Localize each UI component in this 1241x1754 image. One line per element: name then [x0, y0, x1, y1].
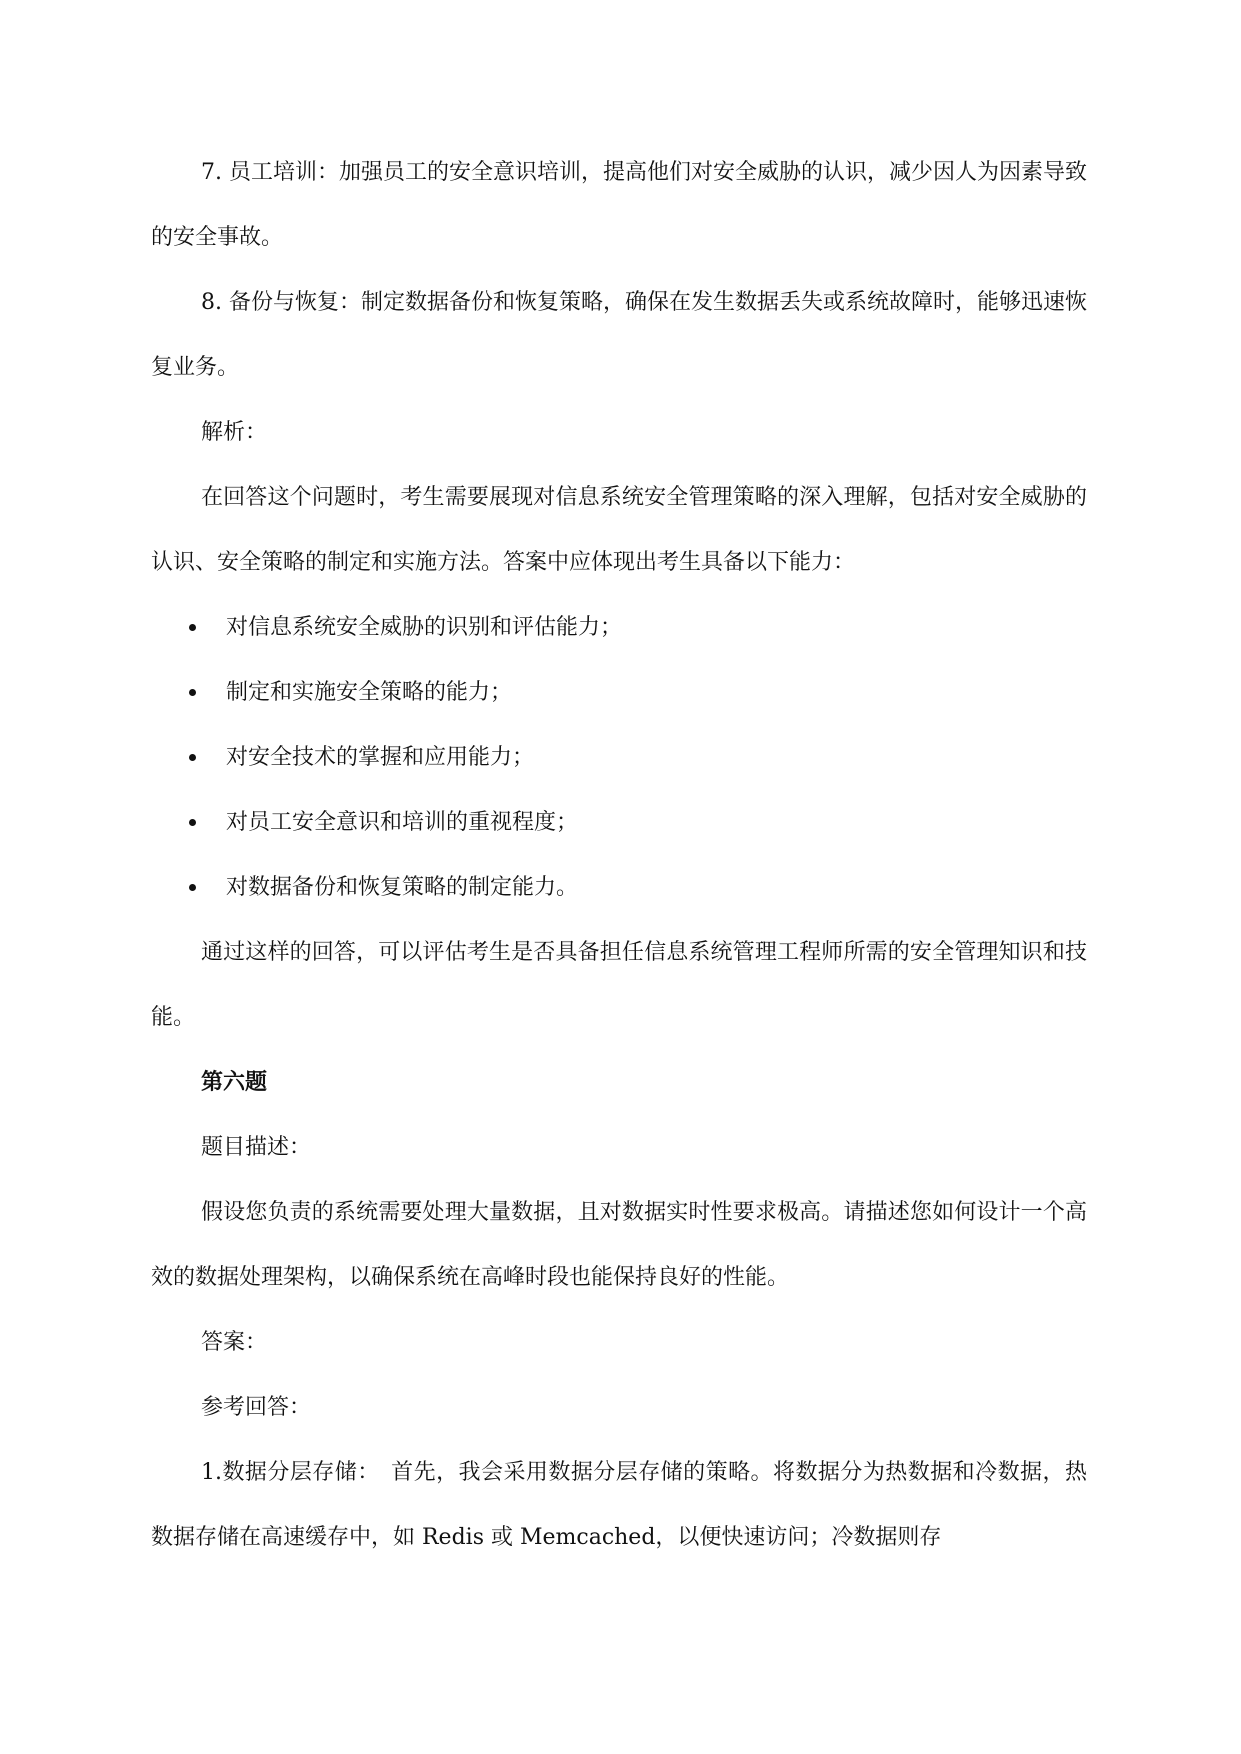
bullet-icon	[189, 819, 196, 826]
summary-paragraph: 通过这样的回答，可以评估考生是否具备担任信息系统管理工程师所需的安全管理知识和技能。	[151, 940, 1087, 1030]
ability-list	[151, 595, 1087, 920]
bullet-icon	[189, 884, 196, 891]
list-item: 对信息系统安全威胁的识别和评估能力；	[151, 595, 1087, 660]
document-body	[151, 140, 1087, 1570]
paragraph-backup-recovery: 8. 备份与恢复：制定数据备份和恢复策略，确保在发生数据丢失或系统故障时，能够迅速恢复业务。	[151, 290, 1087, 380]
description-label: 题目描述：	[201, 1135, 312, 1160]
bullet-icon	[189, 689, 196, 696]
list-item: 对安全技术的掌握和应用能力；	[151, 725, 1087, 790]
list-item: 制定和实施安全策略的能力；	[151, 660, 1087, 725]
reference-label: 参考回答：	[201, 1395, 312, 1420]
bullet-icon	[189, 754, 196, 761]
list-item: 对数据备份和恢复策略的制定能力。	[151, 855, 1087, 920]
section-title: 第六题	[201, 1069, 268, 1095]
question-paragraph: 假设您负责的系统需要处理大量数据，且对数据实时性要求极高。请描述您如何设计一个高效的数据处理架构，以确保系统在高峰时段也能保持良好的性能。	[151, 1200, 1087, 1290]
paragraph-employee-training: 7. 员工培训：加强员工的安全意识培训，提高他们对安全威胁的认识，减少因人为因素导致的安全事故。	[151, 160, 1087, 250]
list-item: 对员工安全意识和培训的重视程度；	[151, 790, 1087, 855]
analysis-paragraph: 在回答这个问题时，考生需要展现对信息系统安全管理策略的深入理解，包括对安全威胁的认识、安全策略的制定和实施方法。答案中应体现出考生具备以下能力：	[151, 485, 1087, 575]
bullet-icon	[189, 624, 196, 631]
analysis-label: 解析：	[201, 420, 268, 445]
answer-point-1: 1.数据分层存储： 首先，我会采用数据分层存储的策略。将数据分为热数据和冷数据，热数据存储在高速缓存中，如 Redis 或 Memcached，以便快速访问；冷数据则存	[151, 1460, 1087, 1550]
answer-label: 答案：	[201, 1330, 268, 1355]
